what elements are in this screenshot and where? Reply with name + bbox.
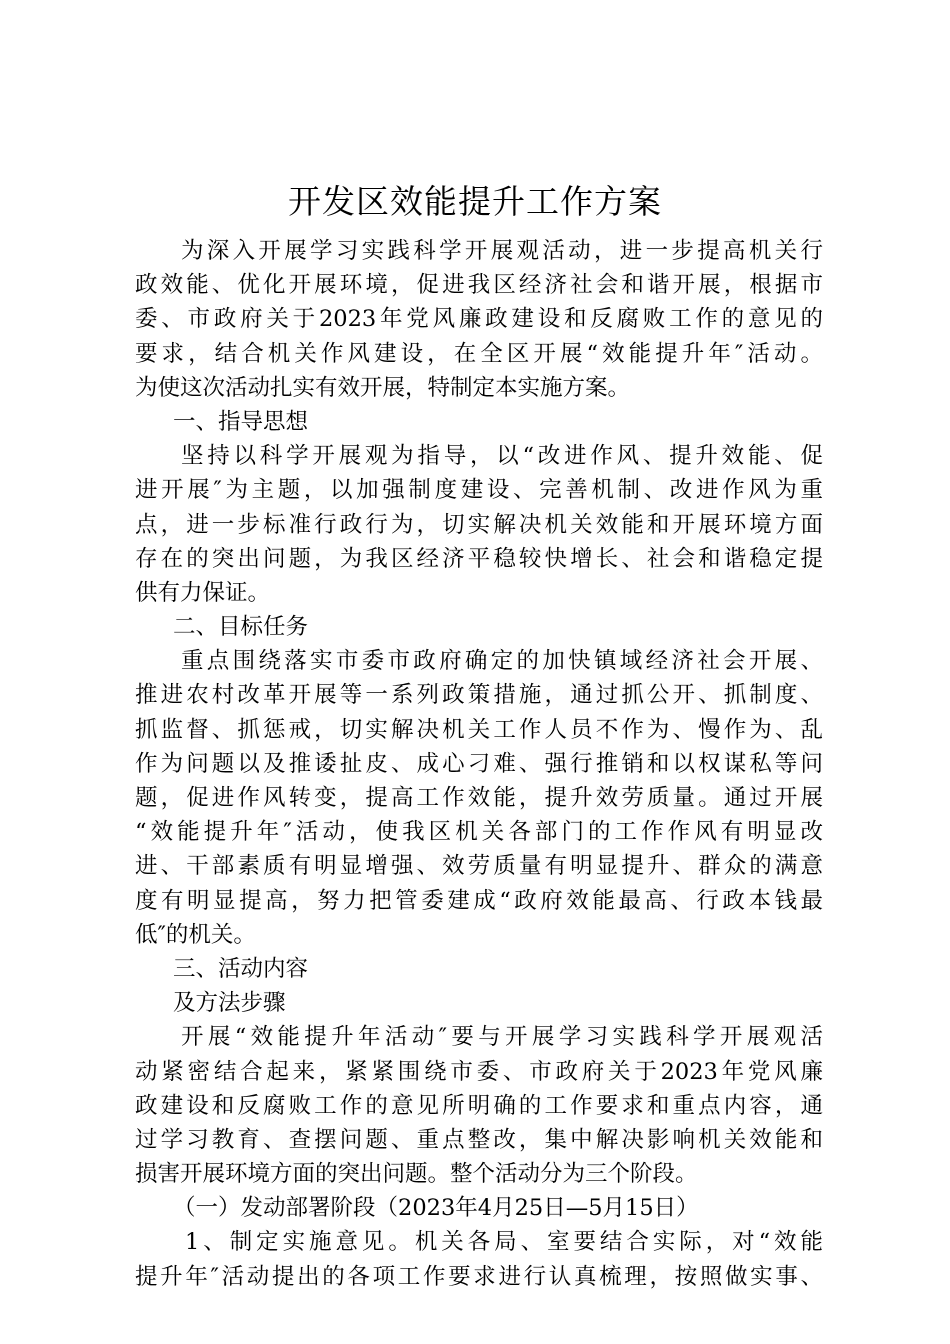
paragraph-line: 点，进一步标准行政行为，切实解决机关效能和开展环境方面	[135, 511, 823, 538]
paragraph-line: 度有明显提高，努力把管委建成“政府效能最高、行政本钱最	[135, 887, 823, 914]
document-body	[135, 234, 823, 1294]
paragraph-line: “效能提升年″活动，使我区机关各部门的工作作风有明显改	[135, 819, 823, 846]
paragraph-line: 1、制定实施意见。机关各局、室要结合实际，对“效能	[185, 1229, 823, 1256]
document-title: 开发区效能提升工作方案	[288, 182, 662, 221]
paragraph-line: 委、市政府关于2023年党风廉政建设和反腐败工作的意见的	[135, 306, 823, 333]
paragraph-line: 要求，结合机关作风建设，在全区开展“效能提升年″活动。	[135, 340, 823, 367]
paragraph-line: 坚持以科学开展观为指导，以“改进作风、提升效能、促	[181, 443, 823, 470]
paragraph-line: 推进农村改革开展等一系列政策措施，通过抓公开、抓制度、	[135, 682, 823, 709]
paragraph-line: 过学习教育、查摆问题、重点整改，集中解决影响机关效能和	[135, 1126, 823, 1153]
paragraph-line: 作为问题以及推诿扯皮、成心刁难、强行推销和以权谋私等问	[135, 750, 823, 777]
paragraph-line: 损害开展环境方面的突出问题。整个活动分为三个阶段。	[135, 1161, 698, 1188]
paragraph-line: 动紧密结合起来，紧紧围绕市委、市政府关于2023年党风廉	[135, 1058, 823, 1085]
paragraph-line: 为使这次活动扎实有效开展，特制定本实施方案。	[135, 374, 631, 401]
section-heading: 二、目标任务	[173, 614, 309, 641]
paragraph-line: 供有力保证。	[135, 579, 271, 606]
paragraph-line: 开展“效能提升年活动″要与开展学习实践科学开展观活	[181, 1024, 823, 1051]
paragraph-line: 政效能、优化开展环境，促进我区经济社会和谐开展，根据市	[135, 272, 823, 299]
paragraph-line: 存在的突出问题，为我区经济平稳较快增长、社会和谐稳定提	[135, 545, 823, 572]
paragraph-line: 进、干部素质有明显增强、效劳质量有明显提升、群众的满意	[135, 853, 823, 880]
section-heading: 三、活动内容	[173, 955, 309, 982]
paragraph-line: 为深入开展学习实践科学开展观活动，进一步提高机关行	[181, 238, 823, 264]
paragraph-line: 抓监督、抓惩戒，切实解决机关工作人员不作为、慢作为、乱	[135, 716, 823, 743]
paragraph-line: 政建设和反腐败工作的意见所明确的工作要求和重点内容，通	[135, 1092, 823, 1119]
paragraph-line: 低″的机关。	[135, 921, 256, 948]
subsection-heading: （一）发动部署阶段（2023年4月25日—5月15日）	[173, 1195, 699, 1222]
paragraph-line: 重点围绕落实市委市政府确定的加快镇域经济社会开展、	[181, 648, 823, 675]
section-heading: 及方法步骤	[173, 990, 286, 1017]
paragraph-line: 提升年″活动提出的各项工作要求进行认真梳理，按照做实事、	[135, 1263, 823, 1290]
paragraph-line: 进开展″为主题，以加强制度建设、完善机制、改进作风为重	[135, 477, 823, 504]
section-heading: 一、指导思想	[173, 408, 309, 435]
paragraph-line: 题，促进作风转变，提高工作效能，提升效劳质量。通过开展	[135, 785, 823, 811]
